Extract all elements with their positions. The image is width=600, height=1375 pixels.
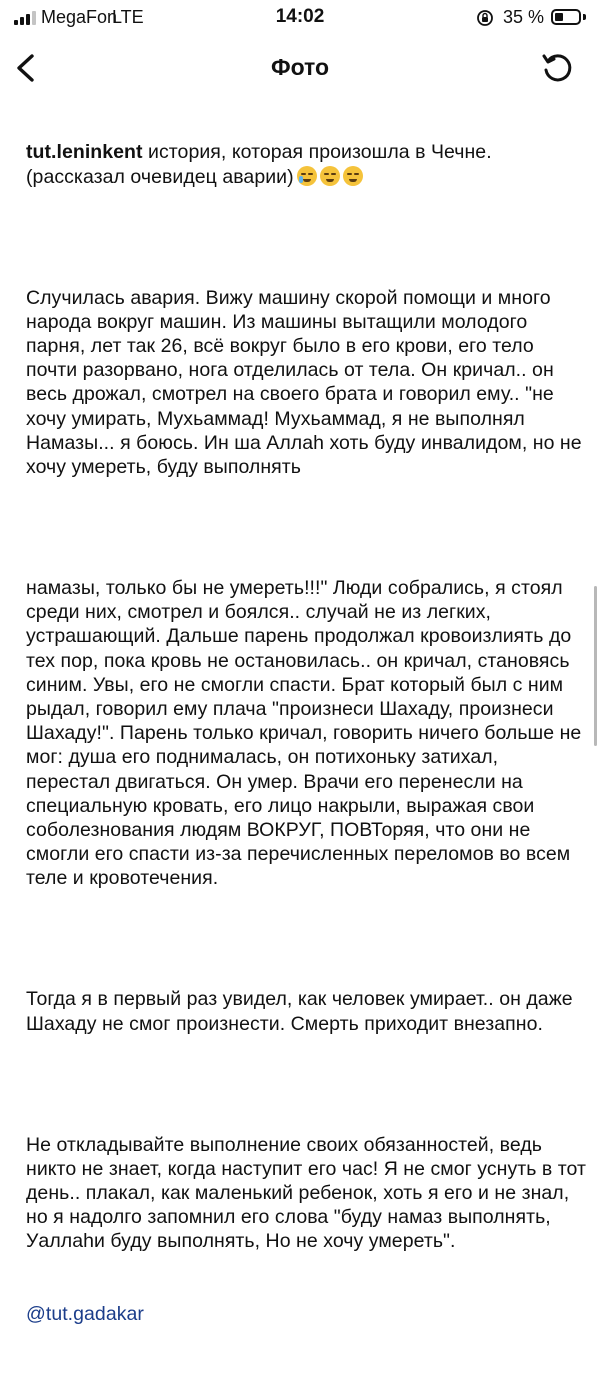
post-paragraph-1: Случилась авария. Вижу машину скорой помощи и много народа вокруг машин. Из машины вытащили молодого парня, лет так 26, всё вокруг было в его крови, его тело почти разорвано, нога отделилась от тела. Он кричал.. он весь дрожал, смотрел на своего брата и говорил ему.. "не хочу умирать, Мухьаммад! Мухьаммад, я не выполнял Намазы... я боюсь. Ин ша Аллаh хоть буду инвалидом, но не хочу умереть, буду выполнять bbox=[26, 286, 588, 479]
network-type: LTE bbox=[112, 7, 144, 27]
scrollbar[interactable] bbox=[594, 586, 597, 746]
post-paragraph-3: Тогда я в первый раз увидел, как человек умирает.. он даже Шахаду не смог произнести. Смерть приходит внезапно. bbox=[26, 988, 579, 1035]
nav-bar bbox=[0, 40, 600, 96]
post-intro: история, которая произошла в Чечне. (рассказал очевидец аварии) bbox=[26, 141, 498, 188]
crying-face-icon bbox=[297, 166, 317, 186]
post-author[interactable]: tut.leninkent bbox=[26, 141, 143, 164]
battery-cap bbox=[583, 14, 586, 20]
mention-link[interactable]: @tut.gadakar bbox=[26, 1303, 144, 1326]
sad-face-icon bbox=[320, 166, 340, 186]
orientation-lock-icon bbox=[476, 9, 494, 27]
post-text bbox=[26, 92, 592, 1375]
battery-percent: 35 % bbox=[503, 7, 545, 27]
status-time: 14:02 bbox=[275, 6, 325, 27]
battery-icon bbox=[551, 9, 581, 25]
carrier-name: MegaFon bbox=[41, 7, 118, 27]
post-paragraph-4: Не откладывайте выполнение своих обязанностей, ведь никто не знает, когда наступит его час! Я не смог уснуть в тот день.. плакал, как маленький ребенок, хоть я его и не знал, но я надолго запомнил его слова "буду намаз выполнять, Уаллаhи буду выполнять, Но не хочу умереть". bbox=[26, 1133, 592, 1253]
status-bar bbox=[0, 0, 600, 36]
rotate-left-icon bbox=[544, 56, 570, 80]
post-paragraph-2: намазы, только бы не умереть!!!" Люди собрались, я стоял среди них, смотрел и боялся.. случай не из легких, устрашающий. Дальше парень продолжал кровоизлиять до тех пор, пока кровь не остановилась.. он кричал, становясь синим. Увы, его не смогли спасти. Брат который был с ним рыдал, говорил ему плача "произнеси Шахаду, произнеси Шахаду!". Парень только кричал, говорить ничего больше не мог: душа его поднималась, он потихоньку затихал, перестал двигаться. Он умер. Врачи его перенесли на специальную кровать, его лицо накрыли, выражая свои соболезнования людям ВОКРУГ, ПОВТоряя, что они не смогли его спасти из-за перечисленных переломов во всем теле и кровотечения. bbox=[26, 577, 587, 890]
sad-face-icon bbox=[343, 166, 363, 186]
page-title: Фото bbox=[270, 54, 330, 80]
refresh-button[interactable] bbox=[538, 48, 578, 88]
post-content bbox=[0, 96, 600, 1326]
